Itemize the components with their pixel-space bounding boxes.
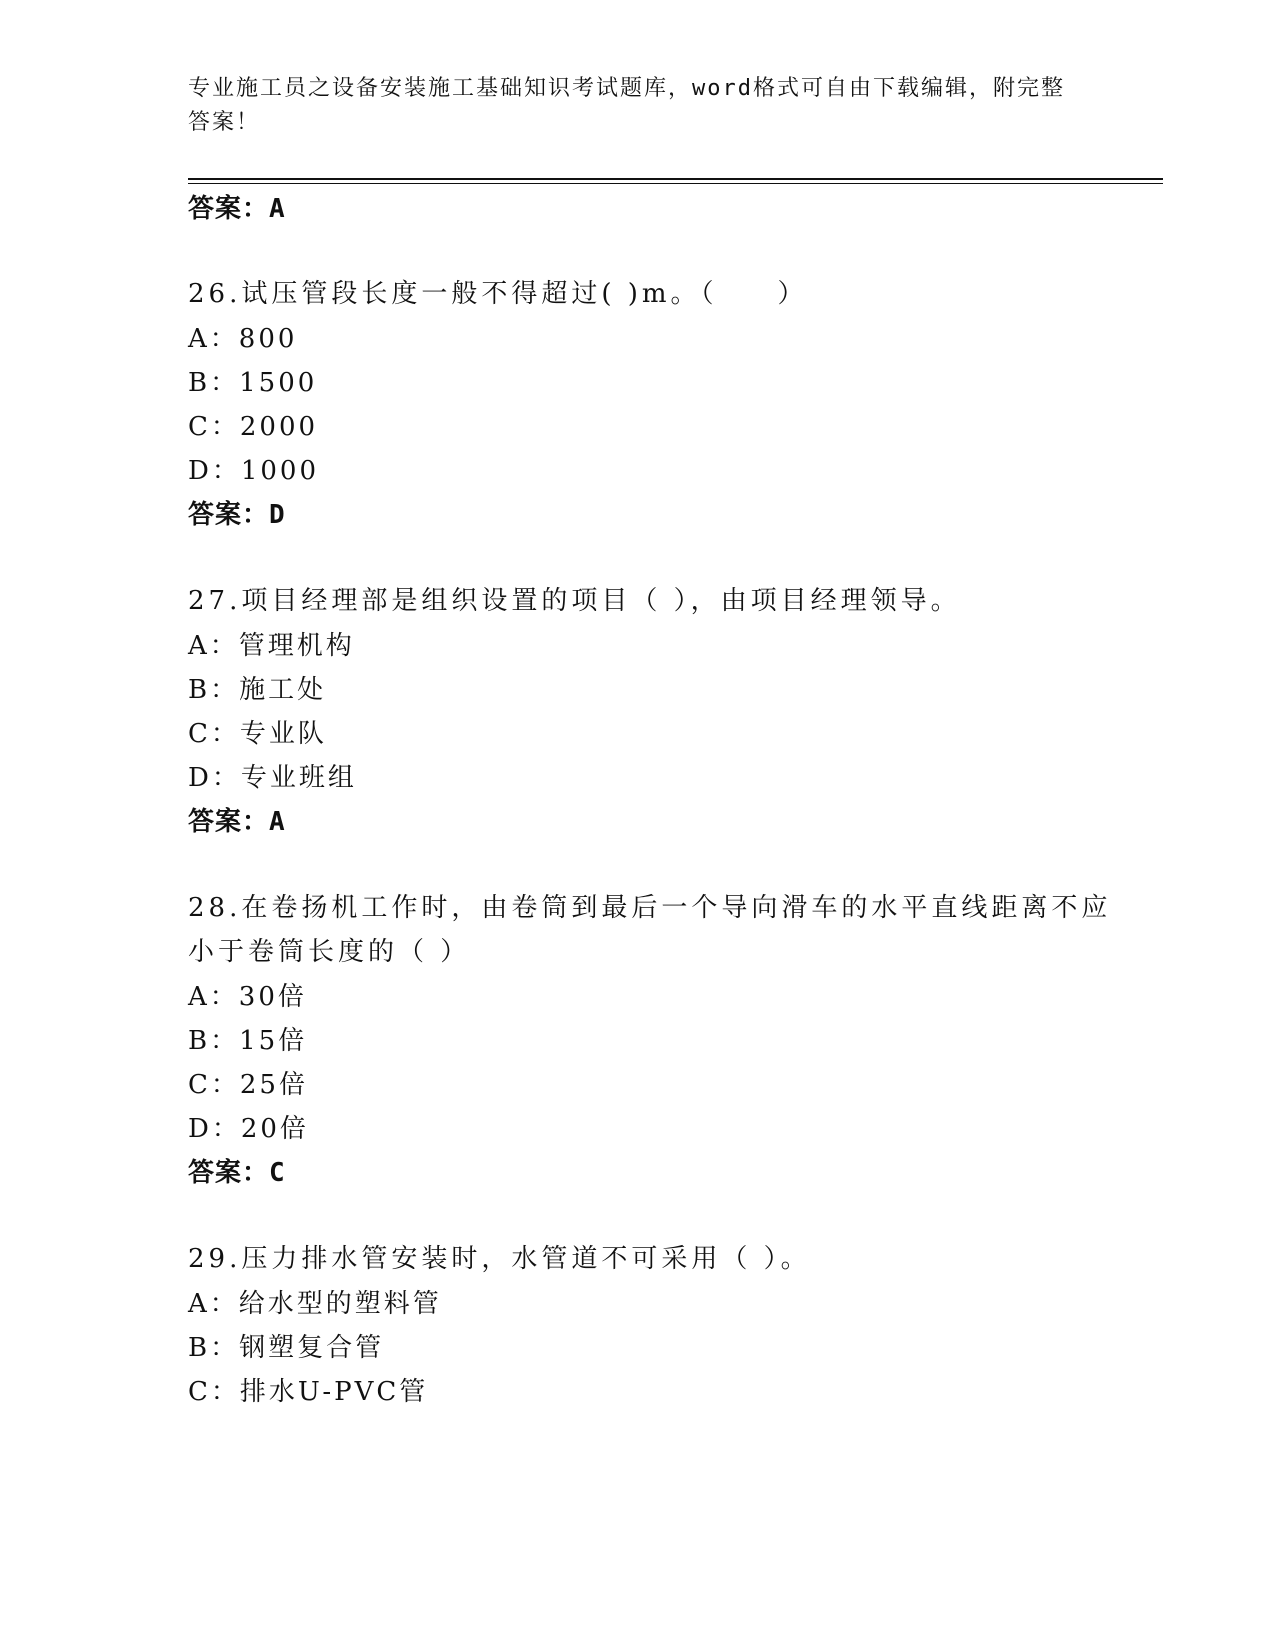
question-26-option-a: A：800 <box>188 324 298 354</box>
question-28-option-c: C：25倍 <box>188 1070 308 1100</box>
question-26-option-d: D：1000 <box>188 456 320 486</box>
question-28-option-d: D：20倍 <box>188 1114 309 1144</box>
question-27-option-b: B：施工处 <box>188 675 327 705</box>
question-28-option-b: B：15倍 <box>188 1026 308 1056</box>
question-26-stem: 26.试压管段长度一般不得超过( )m。（ ） <box>188 279 808 309</box>
question-28-answer: 答案：C <box>188 1158 286 1188</box>
question-29-option-b: B：钢塑复合管 <box>188 1333 385 1363</box>
document-header: 专业施工员之设备安装施工基础知识考试题库，word格式可自由下载编辑，附完整答案！ <box>188 76 1065 135</box>
question-27-option-a: A：管理机构 <box>188 631 355 661</box>
question-26-option-c: C：2000 <box>188 412 319 442</box>
question-28-option-a: A：30倍 <box>188 982 307 1012</box>
header-divider-thin <box>188 183 1163 184</box>
question-27-option-c: C：专业队 <box>188 719 327 749</box>
question-27-option-d: D：专业班组 <box>188 763 357 793</box>
question-27-stem: 27.项目经理部是组织设置的项目（ ），由项目经理领导。 <box>188 586 961 616</box>
question-27-answer: 答案：A <box>188 807 286 837</box>
question-28-stem-line1: 28.在卷扬机工作时，由卷筒到最后一个导向滑车的水平直线距离不应 <box>188 893 1112 923</box>
question-29-option-a: A：给水型的塑料管 <box>188 1289 442 1319</box>
header-divider-thick <box>188 178 1163 180</box>
question-26-option-b: B：1500 <box>188 368 318 398</box>
question-29-stem: 29.压力排水管安装时，水管道不可采用（ ）。 <box>188 1244 811 1274</box>
question-29-option-c: C：排水U-PVC管 <box>188 1377 429 1407</box>
question-28-stem-line2: 小于卷筒长度的（ ） <box>188 937 471 967</box>
question-26-answer: 答案：D <box>188 500 286 530</box>
previous-answer: 答案：A <box>188 194 286 224</box>
